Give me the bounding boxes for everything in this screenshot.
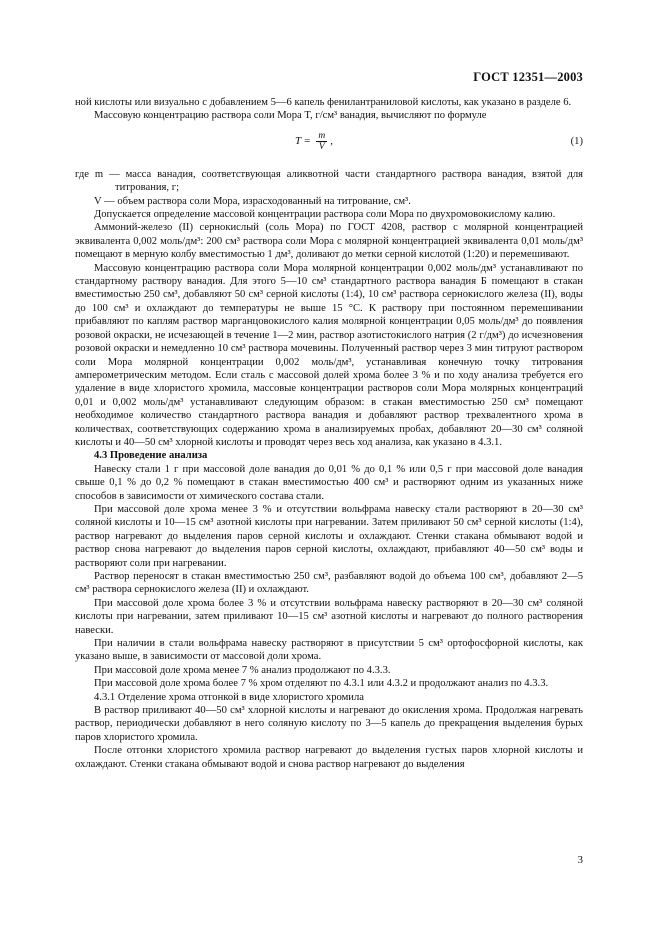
paragraph: Аммоний-железо (II) сернокислый (соль Мора) по ГОСТ 4208, раствор с молярной концентрацией эквивалента 0,002 моль/дм³: 200 см³ раствора соли Мора с молярной концентрацией эквивалента 0,01 моль/дм³ помещают в мерную колбу вместимостью 1 дм³, доливают до метки серной кислотой (1:20) и перемешивают.	[75, 222, 583, 261]
document-body	[75, 96, 583, 771]
document-header: ГОСТ 12351—2003	[473, 70, 583, 84]
formula-fraction	[316, 131, 327, 152]
paragraph: Раствор переносят в стакан вместимостью 250 см³, разбавляют водой до объема 100 см³, добавляют 2—5 см³ раствора сернокислого железа (II) и охлаждают.	[75, 571, 583, 596]
paragraph: Массовую концентрацию раствора соли Мора T, г/см³ ванадия, вычисляют по формуле	[94, 110, 487, 122]
paragraph: Массовую концентрацию раствора соли Мора молярной концентрации 0,002 моль/дм³ устанавливают по стандартному раствору ванадия. Для этого 5—10 см³ стандартного раствора ванадия Б помещают в стакан вместимостью 250 см³, добавляют 50 см³ серной кислоты (1:4), 10 см³ раствора сернокислого железа (II), воды до 100 см³ и охлаждают до температуры не выше 15 °С. К раствору при постоянном перемешивании прибавляют по каплям раствор марганцовокислого калия молярной концентрации 0,05 моль/дм³ до появления розовой окраски, не исчезающей в течение 1—2 мин, раствор азотистокислого натрия (2 г/дм³) до исчезновения розовой окраски и немедленно 10 см³ раствора мочевины. Полученный раствор через 3 мин титруют раствором соли Мора молярной концентрации 0,002 моль/дм³, устанавливая конечную точку титрования амперометрическим методом. Если сталь с массовой долей хрома более 3 % и по ходу анализа требуется его удаление в виде хлористого хромила, массовые концентрации растворов соли Мора молярных концентраций 0,01 и 0,002 моль/дм³ устанавливают следующим образом: в стакан вместимостью 250 см³ помещают необходимое количество стандартного раствора ванадия и добавляют раствор трехвалентного хрома в количествах, соответствующих содержанию хрома в анализируемых пробах, добавляют 20—30 см³ соляной кислоты и 40—50 см³ хлорной кислоты и проводят через весь ход анализа, как указано в 4.3.1.	[75, 262, 583, 448]
paragraph: V — объем раствора соли Мора, израсходованный на титрование, см³.	[94, 195, 411, 207]
formula-comma: ,	[330, 134, 333, 147]
paragraph: При массовой доле хрома более 3 % и отсутствии вольфрама навеску растворяют в 20—30 см³ соляной кислоты при нагревании, затем приливают 10—15 см³ азотной кислоты и нагревают до полного растворения навески.	[75, 597, 583, 636]
formula-number: (1)	[570, 135, 583, 147]
formula	[75, 129, 583, 163]
formula-eq: =	[304, 134, 311, 147]
subsection-heading: 4.3.1 Отделение хрома отгонкой в виде хлористого хромила	[94, 691, 364, 703]
paragraph: В раствор приливают 40—50 см³ хлорной кислоты и нагревают до окисления хрома. Продолжая нагревать раствор, периодически добавляют в него соляную кислоту по 3—5 капель до прекращения выделения бурых паров хлористого хромила.	[75, 705, 583, 743]
paragraph: ной кислоты или визуально с добавлением 5—6 капель фенилантраниловой кислоты, как указано в разделе 6.	[75, 97, 572, 108]
paragraph: Допускается определение массовой концентрации раствора соли Мора по двухромовокислому калию.	[94, 209, 556, 221]
section-heading: 4.3 Проведение анализа	[94, 450, 208, 462]
paragraph: При массовой доле хрома менее 7 % анализ продолжают по 4.3.3.	[94, 664, 391, 676]
paragraph: Навеску стали 1 г при массовой доле ванадия до 0,01 % до 0,1 % или 0,5 г при массовой доле ванадия свыше 0,1 % до 0,2 % помещают в стакан вместимостью 400 см³ и растворяют одним из указанных ниже способов в зависимости от химического состава стали.	[75, 463, 583, 502]
formula-denominator: V	[318, 141, 325, 152]
page-number: 3	[577, 854, 583, 866]
paragraph: При наличии в стали вольфрама навеску растворяют в присутствии 5 см³ ортофосфорной кислоты, как указано выше, в зависимости от массовой доли хрома.	[75, 638, 583, 663]
formula-numerator: m	[318, 130, 326, 141]
paragraph: При массовой доле хрома более 7 % хром отделяют по 4.3.1 или 4.3.2 и продолжают анализ по 4.3.3.	[94, 678, 549, 690]
paragraph: После отгонки хлористого хромила раствор нагревают до выделения густых паров хлорной кислоты и охлаждают. Стенки стакана обмывают водой и снова раствор нагревают до выделения	[75, 745, 583, 770]
paragraph: где m — масса ванадия, соответствующая аликвотной части стандартного раствора ванадия, взятой для титрования, г;	[75, 168, 583, 194]
formula-lhs: T	[295, 134, 302, 147]
paragraph: При массовой доле хрома менее 3 % и отсутствии вольфрама навеску стали растворяют в 20—30 см³ соляной кислоты и 10—15 см³ азотной кислоты при нагревании. Затем приливают 50 см³ серной кислоты (1:4), раствор нагревают до выделения паров серной кислоты и охлаждают. Стенки стакана обмывают водой и раствор снова нагревают до выделения паров серной кислоты, охлаждают, прибавляют 40—50 см³ воды и растворяют соли при нагревании.	[75, 503, 583, 569]
